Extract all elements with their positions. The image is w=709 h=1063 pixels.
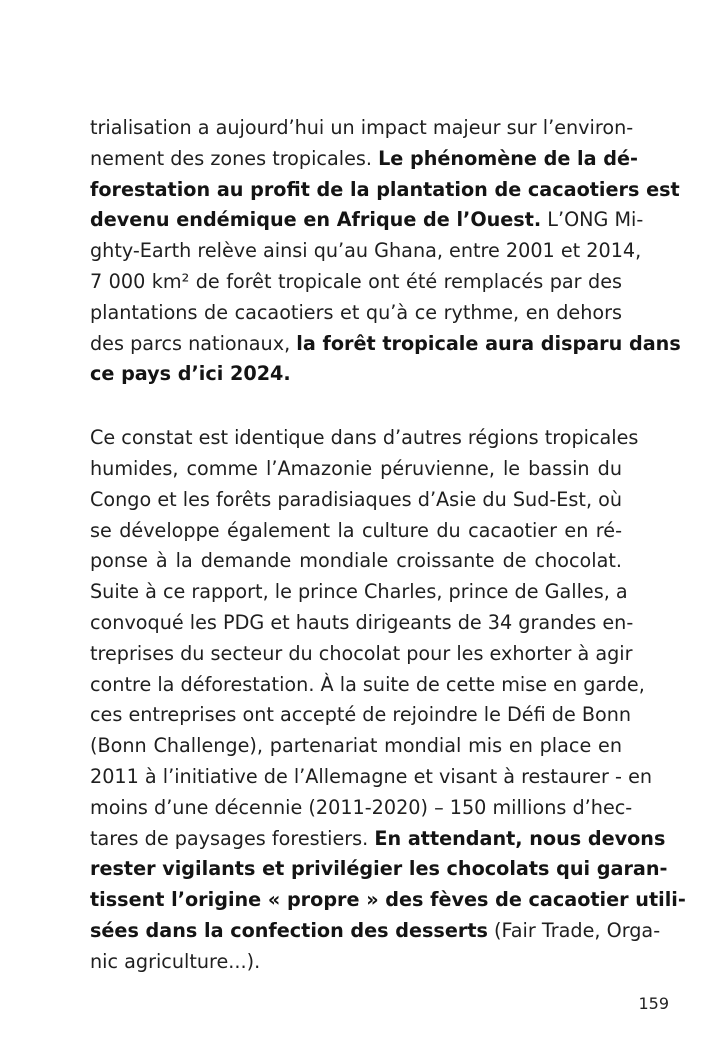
body-text: treprises du secteur du chocolat pour les exhorter à agir	[90, 641, 633, 665]
body-text: moins d’une décennie (2011-2020) – 150 millions d’hec-	[90, 795, 633, 819]
text-line	[90, 423, 639, 454]
body-text: nic agriculture...).	[90, 949, 261, 973]
bold-text: sées dans la confection des desserts	[90, 918, 488, 942]
body-text: se développe également la culture du cacaotier en ré-	[90, 518, 622, 542]
text-line	[90, 359, 622, 390]
text-line	[90, 824, 666, 855]
text-line	[90, 516, 622, 547]
body-text: plantations de cacaotiers et qu’à ce rythme, en dehors	[90, 300, 622, 324]
text-line	[90, 175, 680, 206]
text-line	[90, 947, 622, 978]
bold-text: tissent l’origine « propre » des fèves de cacaotier utili-	[90, 888, 686, 912]
text-line	[90, 267, 622, 298]
text-line	[90, 577, 628, 608]
text-line	[90, 916, 661, 947]
text-line	[90, 144, 638, 175]
body-text: Ce constat est identique dans d’autres régions tropicales	[90, 426, 639, 450]
bold-text: En attendant, nous devons	[374, 826, 666, 850]
bold-text: forestation au profit de la plantation de cacaotiers est	[90, 177, 680, 201]
body-text: Congo et les forêts paradisiaques d’Asie du Sud-Est, où	[90, 487, 623, 511]
body-text: humides, comme l’Amazonie péruvienne, le bassin du	[90, 456, 622, 480]
text-line	[90, 854, 668, 885]
body-text: tares de paysages forestiers.	[90, 826, 375, 850]
text-line	[90, 700, 632, 731]
paragraph-gap	[90, 390, 622, 423]
text-line	[90, 205, 644, 236]
paragraph-1	[90, 113, 681, 390]
text-line	[90, 329, 681, 360]
text-line	[90, 485, 622, 516]
body-text: contre la déforestation. À la suite de cette mise en garde,	[90, 672, 645, 696]
bold-text: la forêt tropicale aura disparu dans	[296, 331, 681, 355]
body-text: ponse à la demande mondiale croissante de chocolat.	[90, 549, 622, 573]
bold-text: devenu endémique en Afrique de l’Ouest.	[90, 208, 542, 232]
text-line	[90, 546, 622, 577]
text-line	[90, 236, 642, 267]
body-text: 7 000 km² de forêt tropicale ont été remplacés par des	[90, 269, 622, 293]
text-line	[90, 454, 622, 485]
body-text: ghty-Earth relève ainsi qu’au Ghana, entre 2001 et 2014,	[90, 239, 642, 263]
text-line	[90, 608, 634, 639]
body-text: (Bonn Challenge), partenariat mondial mis en place en	[90, 734, 622, 758]
page-number: 159	[638, 994, 669, 1013]
text-line	[90, 639, 633, 670]
body-text: 2011 à l’initiative de l’Allemagne et visant à restaurer - en	[90, 764, 653, 788]
bold-text: Le phénomène de la dé-	[378, 146, 638, 170]
bold-text: rester vigilants et privilégier les chocolats qui garan-	[90, 857, 668, 881]
text-line	[90, 298, 622, 329]
text-line	[90, 113, 634, 144]
bold-text: ce pays d’ici 2024.	[90, 362, 291, 386]
body-text: L’ONG Mi-	[541, 208, 644, 232]
body-text: convoqué les PDG et hauts dirigeants de 34 grandes en-	[90, 610, 634, 634]
text-line	[90, 885, 686, 916]
body-text: nement des zones tropicales.	[90, 146, 379, 170]
page-body	[90, 113, 686, 978]
paragraph-2	[90, 423, 686, 977]
text-line	[90, 793, 633, 824]
body-text: trialisation a aujourd’hui un impact majeur sur l’environ-	[90, 116, 634, 139]
text-line	[90, 670, 645, 701]
body-text: des parcs nationaux,	[90, 331, 297, 355]
body-text: (Fair Trade, Orga-	[487, 918, 661, 942]
text-line	[90, 731, 622, 762]
body-text: ces entreprises ont accepté de rejoindre le Défi de Bonn	[90, 703, 632, 727]
text-line	[90, 762, 653, 793]
body-text: Suite à ce rapport, le prince Charles, prince de Galles, a	[90, 580, 628, 604]
